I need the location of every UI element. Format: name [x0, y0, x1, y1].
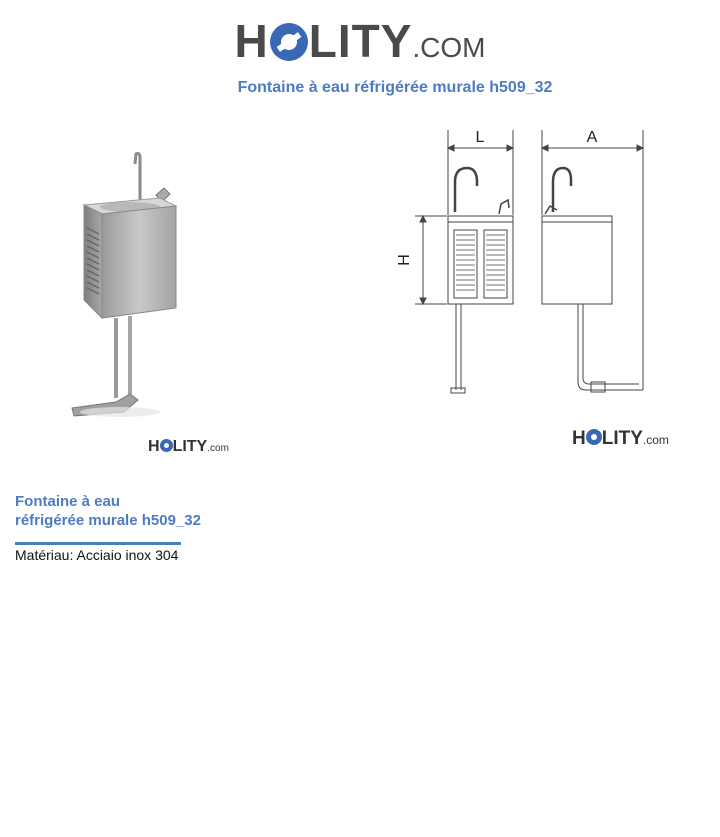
brand-logo [0, 14, 720, 68]
watermark-text-left: H [572, 428, 586, 449]
watermark-text-right: LITY [601, 428, 643, 449]
material-spec: Matériau: Acciaio inox 304 [15, 547, 179, 563]
dimension-h-label: H [396, 254, 413, 266]
watermark-logo-left [148, 438, 229, 456]
product-name-line1: Fontaine à eau [15, 493, 121, 510]
watermark-logo-right [572, 428, 669, 450]
page-title: Fontaine à eau réfrigérée murale h509_32 [237, 79, 553, 96]
title-underline [15, 542, 181, 545]
dimension-a-label: A [586, 129, 598, 146]
product-name [15, 492, 255, 530]
logo-text-left: H [234, 15, 269, 67]
watermark-o-icon [586, 429, 602, 445]
logo-o-icon [270, 23, 308, 61]
logo-text-right: LITY [308, 15, 413, 67]
product-photo [60, 150, 200, 420]
product-name-line2: réfrigérée murale h509_32 [15, 512, 201, 529]
watermark-text-right: LITY [172, 438, 208, 455]
dimension-l-label: L [475, 129, 485, 146]
technical-drawing [395, 120, 655, 410]
watermark-text-left: H [148, 438, 160, 455]
watermark-suffix: .com [207, 443, 229, 454]
watermark-o-icon [160, 439, 173, 452]
logo-suffix: .COM [412, 32, 486, 63]
watermark-suffix: .com [642, 433, 669, 447]
